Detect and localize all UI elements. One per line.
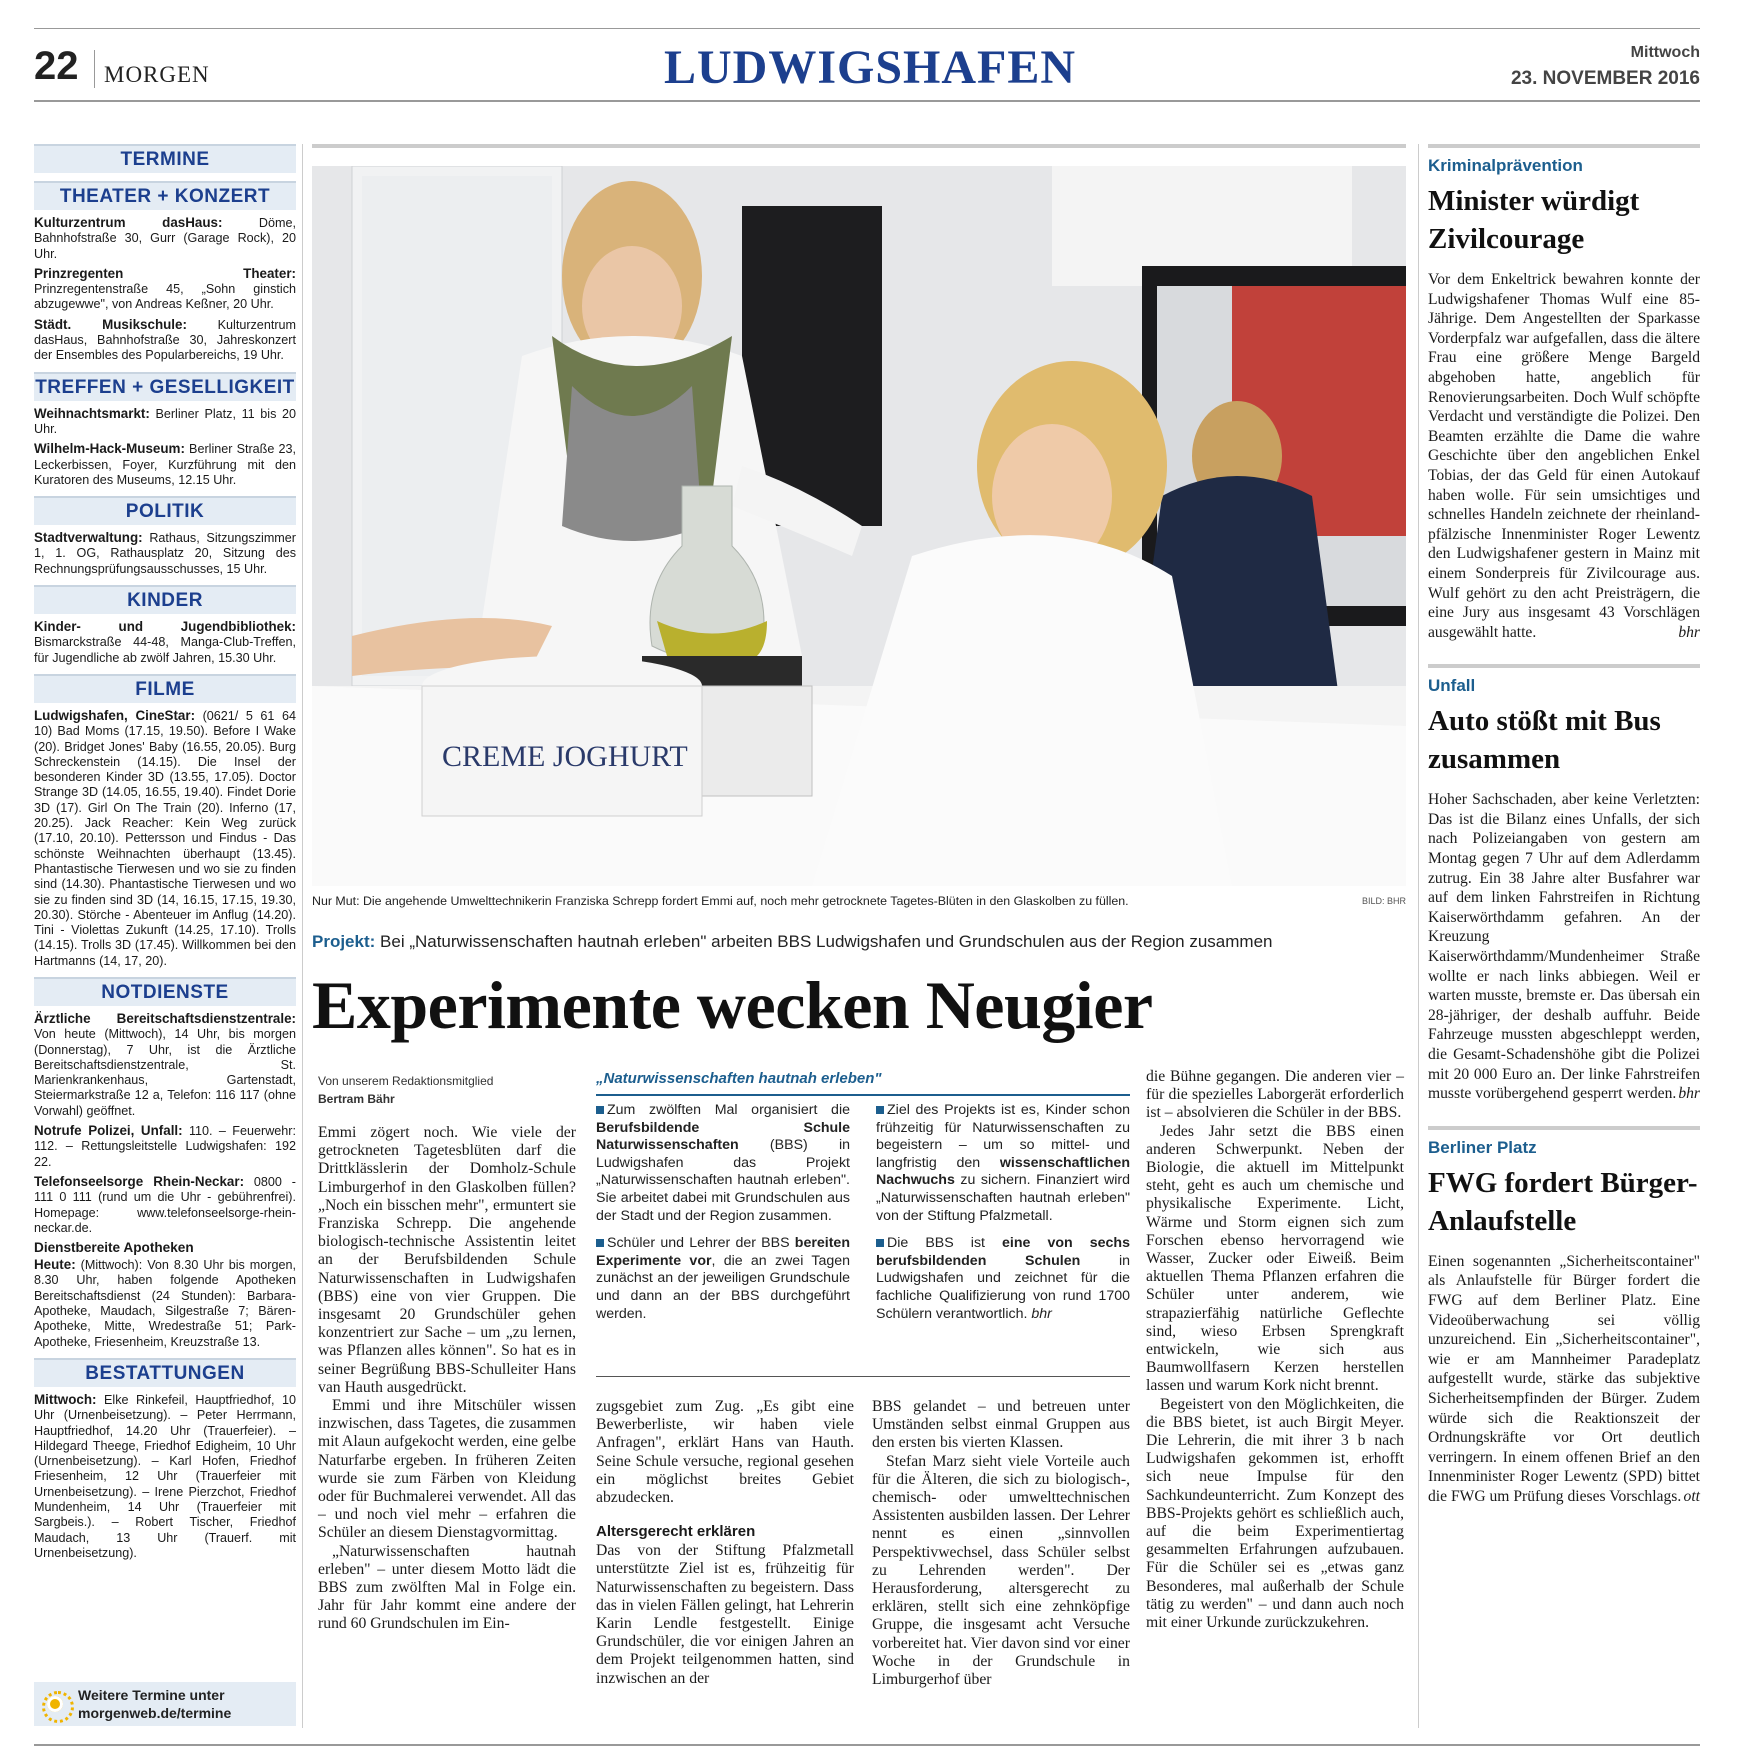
termine-section-head: KINDER: [34, 585, 296, 614]
termine-entry: [34, 215, 296, 262]
termine-section-head: NOTDIENSTE: [34, 977, 296, 1006]
brief-body-text: Einen sogenannten „Sicherheitscontainer" als Anlaufstelle für Bürger fordert die FWG auf dem Berliner Platz. Eine Videoüberwachung sei völlig unzureichend. Ein „Sicherheitscontainer", wie er am Mannheimer Paradeplatz aufgestellt wurde, stärke das subjektive Sicherheitsempfinden der Bürger. Zudem würde sich die Reaktionszeit der Ordnungskräfte vor Ort deutlich verringern. In einem offenen Brief an den Innenminister Roger Lewentz (SPD) bittet die FWG um Prüfung dieses Vorschlags.: [1428, 1252, 1700, 1505]
termine-entry-name: Kulturzentrum dasHaus:: [34, 215, 223, 230]
termine-entry-name: Stadtverwaltung:: [34, 530, 143, 546]
termine-entry-text: Kulturzentrum dasHaus, Bahnhofstraße 30, Jahreskonzert der Ensembles des Popularbereichs, 19 Uhr.: [34, 317, 296, 363]
brief-top-rule: [1428, 1126, 1700, 1130]
termine-entry-text: (0621/ 5 61 64 10) Bad Moms (17.15, 19.50). Before I Wake (20). Bridget Jones' Baby (16.55, 20.05). Burg Schreckenstein (14.15). Die Insel der besonderen Kinder 3D (13.55, 17.05). Doctor Strange 3D (14.05, 16.55, 19.40). Findet Dorie 3D (17). Girl On The Train (20). Inferno (17, 20.25). Jack Reacher: Kein Weg zurück (17.10, 20.10). Pettersson und Findus - Das schönste Weihnachten überhaupt (13.45). Phantastische Tierwesen und wo sie zu finden sind (14.30). Phantastische Tierwesen und wo sie zu finden sind 3D (14, 16.15, 17.15, 19.30, 20.30). Störche - Abenteuer im Anflug (14.20). Tini - Violettas Zukunft (14.25, 17.10). Trolls (14.15). Trolls 3D (17.45). Willkommen bei den Hartmanns (14, 17, 20).: [34, 708, 296, 968]
lead-column-1: [318, 1124, 576, 1634]
termine-entry: [34, 1392, 296, 1561]
lead-column-4: [1146, 1068, 1404, 1632]
termine-entry-name: Notrufe Polizei, Unfall:: [34, 1123, 183, 1139]
termine-entry: [34, 406, 296, 438]
termine-entry-name: Heute:: [34, 1257, 76, 1273]
lead-column-3: [872, 1398, 1130, 1689]
bullet-square-icon: [876, 1239, 884, 1247]
info-box-left: [596, 1102, 850, 1333]
termine-entry-text: 0800 - 111 0 111 (rund um die Uhr - gebührenfrei). Homepage: www.telefonseelsorge-rhein-neckar.de.: [34, 1174, 296, 1235]
termine-section-head: BESTATTUNGEN: [34, 1358, 296, 1387]
termine-entry-name: Ludwigshafen, CineStar:: [34, 707, 196, 723]
termine-entry-text: 110. – Feuerwehr: 112. – Rettungsleitstelle Ludwigshafen: 192 22.: [34, 1124, 296, 1169]
section-title: LUDWIGSHAFEN: [663, 41, 1077, 94]
info-box-text: Schüler und Lehrer der BBS: [607, 1235, 795, 1252]
photo-credit: BILD: BHR: [1361, 896, 1406, 906]
author-signature: bhr: [1031, 1305, 1052, 1322]
bullet-square-icon: [596, 1106, 604, 1114]
info-box-bold: eine von sechs berufsbildenden Schulen: [876, 1235, 1130, 1269]
brief-body: [1428, 1252, 1700, 1507]
termine-entry-text: Berliner Straße 23, Leckerbissen, Foyer, Kurzführung mit den Kuratoren des Museums, 12.15 Uhr.: [34, 442, 296, 487]
termine-section-head: THEATER + KONZERT: [34, 181, 296, 210]
bottom-rule: [34, 1744, 1700, 1746]
lab-scene-image: [312, 166, 1406, 886]
lead-column-2: [596, 1398, 854, 1688]
brief-headline: Minister würdigt Zivilcourage: [1428, 185, 1640, 255]
article-paragraph: Emmi und ihre Mitschüler wissen inzwischen, dass Tagetes, die zusammen mit Alaun aufgekocht werden, eine gelbe Naturfarbe ergeben. In früheren Zeiten wurde sie zum Färben von Kleidung oder für Buchmalerei verwendet. All das – und noch viel mehr – erfahren die Schüler an diesem Dienstagvormittag.: [318, 1397, 576, 1542]
brief-body-text: Hoher Sachschaden, aber keine Verletzten: Das ist die Bilanz eines Unfalls, der sich nach Polizeiangaben von gestern am Montag gegen 7 Uhr auf dem Adlerdamm zutrug. Ein 38 Jahre alter Busfahrer war auf dem linken Fahrstreifen in Richtung Kaiserwörthdamm gefahren. An der Kreuzung Kaiserwörthdamm/Mundenheimer Straße wollte er nach links abbiegen. Weil er warten musste, bremste er. Das übersah ein 28-jähriger, der deshalb auffuhr. Beide Fahrzeuge mussten abgeschleppt werden, die Gesamt-Schadenshöhe gibt die Polizei mit 20 000 Euro an. Der linke Fahrstreifen musste vorübergehend gesperrt werden.: [1428, 791, 1700, 1103]
brief-body-text: Vor dem Enkeltrick bewahren konnte der Ludwigshafener Thomas Wulf eine 85-Jährige. Dem Angestellten der Sparkasse Vorderpfalz war aufgefallen, dass die ältere Frau eine größere Menge Bargeld abgehoben hatte, angeblich für Renovierungsarbeiten. Doch Wulf schöpfte Verdacht und verständigte die Polizei. Den Beamten erzählte die Dame die wahre Geschichte über den angeblichen Enkel Tobias, der das Geld für einen Autokauf haben wolle. Für sein umsichtiges und schnelles Handeln zeichnete der rheinland-pfälzische Innenminister Roger Lewentz den Ludwigshafener gestern in Mainz mit einem Sonderpreis für Zivilcourage aus. Wulf gehört zu den acht Preisträgern, die eine Jury aus insgesamt 43 Vorschlägen ausgewählt hatte.: [1428, 271, 1700, 641]
info-box-paragraph: [596, 1235, 850, 1323]
bullet-square-icon: [596, 1239, 604, 1247]
masthead-rule: [34, 100, 1700, 102]
article-paragraph: zugsgebiet zum Zug. „Es gibt eine Bewerberliste, wir haben viele Anfragen", erklärt Hans van Hauth. Seine Schule versuche, regional gesehen ein möglichst breites Gebiet abzudecken.: [596, 1398, 854, 1507]
briefs-column: [1428, 144, 1700, 1507]
article-paragraph: Emmi zögert noch. Wie viele der getrockneten Tagetesblüten darf die Drittklässlerin der Domholz-Schule Limburgerhof in den Glaskolben füllen? „Noch ein bisschen mehr", ermuntert sie Franziska Schrepp. Die angehende biologisch-technische Assistentin leitet an der Berufsbildenden Schule Naturwissenschaften in Ludwigshafen (BBS) eine von vier Gruppen. Die insgesamt 20 Grundschüler gehen konzentriert zur Sache – um „zu lernen, was Pflanzen alles können". So hat es in seiner Begrüßung BBS-Schulleiter Hans van Hauth ausgedrückt.: [318, 1124, 576, 1396]
lead-photo: [312, 166, 1406, 886]
termine-entry: [34, 266, 296, 313]
brief-body: [1428, 790, 1700, 1104]
more-events-box[interactable]: [34, 1682, 296, 1726]
brief-headline: FWG fordert Bürger-Anlaufstelle: [1428, 1166, 1698, 1237]
info-box-right: [876, 1102, 1130, 1333]
info-box-text: (BBS) in Ludwigshafen das Projekt „Naturwissenschaften hautnah erleben". Sie arbeitet dabei mit Grundschulen aus der Stadt und der Region zusammen.: [596, 1137, 850, 1224]
brief-kicker: Unfall: [1428, 676, 1476, 696]
brief-article: [1428, 1126, 1700, 1507]
termine-entry-name: Wilhelm-Hack-Museum:: [34, 441, 185, 457]
termine-entry-text: (Mittwoch): Von 8.30 Uhr bis morgen, 8.30 Uhr, haben folgende Apotheken Bereitschaftsdienst (24 Stunden): Barbara-Apotheke, Maudach, Silgestraße 7; Bären-Apotheke, Mitte, Wredestraße 51; Park-Apotheke, Friesenheim, Kreuzstraße 13.: [34, 1258, 296, 1349]
termine-entry-text: Von heute (Mittwoch), 14 Uhr, bis morgen (Donnerstag), 7 Uhr, ist die Ärztliche Bereitschaftsdienstzentrale, St. Marienkrankenhaus, Gartenstadt, Steiermarkstraße 12 a, Telefon: 116 117 (ohne Vorwahl) geöffnet.: [34, 1027, 296, 1118]
termine-section-head: FILME: [34, 674, 296, 703]
info-box-paragraph: [596, 1102, 850, 1225]
kicker-text: Bei „Naturwissenschaften hautnah erleben" arbeiten BBS Ludwigshafen und Grundschulen aus der Region zusammen: [375, 932, 1273, 951]
byline-author: Bertram Bähr: [318, 1092, 395, 1106]
brief-top-rule: [1428, 664, 1700, 668]
author-signature: bhr: [1678, 623, 1700, 641]
article-subhead: Altersgerecht erklären: [596, 1523, 756, 1541]
bullet-square-icon: [876, 1106, 884, 1114]
article-paragraph: Das von der Stiftung Pfalzmetall unterstützte Ziel ist es, frühzeitig für Naturwissenschaften zu begeistern. Dass das in vielen Fällen gelingt, hat Lehrerin Karin Lendle festgestellt. Einige Grundschüler, die vor einigen Jahren an dem Projekt teilgenommen hatten, sind inzwischen an der: [596, 1542, 854, 1687]
paper-name: MORGEN: [104, 62, 210, 87]
top-rule: [34, 28, 1700, 29]
info-box-bold: bereiten Experimente vor: [596, 1235, 850, 1269]
info-box-text: in Ludwigshafen und zeichnet für die fachliche Qualifizierung von rund 1700 Schülern verantwortlich.: [876, 1252, 1130, 1322]
info-box-text: , die an zwei Tagen zunächst an der jeweiligen Grundschule und dann an der BBS durchgeführt werden.: [596, 1252, 851, 1322]
info-box-text: Ziel des Projekts ist es, Kinder schon frühzeitig für Naturwissenschaften zu begeistern – um so mittel- und langfristig den: [876, 1102, 1130, 1171]
info-box-bold: Berufsbildende Schule Naturwissenschaften: [596, 1119, 850, 1154]
article-paragraph: Begeistert von den Möglichkeiten, die die BBS bietet, ist auch Birgit Meyer. Die Lehrerin, die mit ihrer 3 b nach Ludwigshafen gekommen ist, erhofft sich neue Impulse für den Sachkundeunterricht. Zum Konzept des BBS-Projekts gehört es schließlich auch, auf die beim Experimentiertag gesammelten Erfahrungen aufzubauen. Für die Schüler sei es „etwas ganz Besonderes, mal außerhalb der Schule tätig zu werden" – und dann auch noch mit einer Urkunde zurückzukehren.: [1146, 1395, 1404, 1632]
termine-entry-text: Prinzregentenstraße 45, „Sohn ginstich abzugewwe", von Andreas Keßner, 20 Uhr.: [34, 282, 296, 312]
termine-entry-text: Rathaus, Sitzungszimmer 1, 1. OG, Rathausplatz 20, Sitzung des Rechnungsprüfungsausschusses, 15 Uhr.: [34, 531, 296, 576]
brief-kicker: Kriminalprävention: [1428, 156, 1583, 175]
info-box-paragraph: [876, 1235, 1130, 1323]
info-box-paragraph: [876, 1102, 1130, 1225]
termine-entry: [34, 708, 296, 969]
termine-entry: [34, 1011, 296, 1119]
article-paragraph: „Naturwissenschaften hautnah erleben" – unter diesem Motto lädt die BBS zum zwölften Mal in Folge ein. Jahr für Jahr kommt eine andere der rund 60 Grundschulen im Ein-: [318, 1542, 576, 1633]
termine-column: [34, 144, 296, 1728]
termine-entry-name: Ärztliche Bereitschaftsdienstzentrale:: [34, 1010, 296, 1026]
byline-intro: Von unserem Redaktionsmitglied: [318, 1074, 494, 1088]
issue-date: 23. NOVEMBER 2016: [1510, 68, 1700, 89]
issue-weekday: Mittwoch: [1630, 44, 1700, 61]
termine-entry-text: Berliner Platz, 11 bis 20 Uhr.: [34, 406, 296, 436]
termine-entry-text: Bismarckstraße 44-48, Manga-Club-Treffen, für Jugendliche ab zwölf Jahren, 15.30 Uhr.: [34, 635, 296, 665]
termine-entry: [34, 317, 296, 364]
more-events-text[interactable]: Weitere Termine unter morgenweb.de/termine: [78, 1687, 232, 1721]
termine-entry: [34, 441, 296, 488]
article-paragraph: Stefan Marz sieht viele Vorteile auch für die Älteren, die sich zu biologisch-, chemisch- oder umwelttechnischen Assistenten ausbilden lassen. Der Lehrer nennt es einen „sinnvollen Perspektivwechsel, dass Schüler selbst zu Lehrenden werden". Der Herausforderung, altersgerecht zu erklären, stellt sich eine zehnköpfige Gruppe, die insgesamt acht Versuche vorbereitet hat. Vier davon sind vor einer Woche in der Grundschule in Limburgerhof über: [872, 1452, 1130, 1689]
photo-caption: Nur Mut: Die angehende Umwelttechnikerin Franziska Schrepp fordert Emmi auf, noch mehr getrocknete Tagetes-Blüten in den Glaskolben zu füllen.: [312, 894, 1129, 908]
page-number: 22: [34, 44, 79, 88]
termine-entry-name: Kinder- und Jugendbibliothek:: [34, 619, 296, 635]
article-paragraph: Jedes Jahr setzt die BBS einen anderen Schwerpunkt. Neben der Biologie, die aktuell im Mittelpunkt steht, geht es auch um chemische und physikalische Experimente. Licht, Wärme und Storm eignen sich zum Forschen ebenso hervorragend wie Wasser, Zucker oder Eiweiß. Beim aktuellen Thema Pflanzen erfahren die Schüler unter anderem, wie strapazierfähig natürliche Geflechte sind, wieso Erbsen Sprengkraft entwickeln, wie sich aus Baumwollfasern Kerzen herstellen lassen und warum Kork nicht brennt.: [1146, 1122, 1404, 1395]
author-signature: bhr: [1678, 1085, 1700, 1103]
termine-entry: [34, 530, 296, 577]
termine-entry-name: Telefonseelsorge Rhein-Neckar:: [34, 1173, 245, 1189]
info-box-text: zu sichern. Finanziert wird „Naturwissenschaften hautnah erleben" von der Stiftung Pfalzmetall.: [876, 1172, 1130, 1224]
sun-icon: [42, 1691, 68, 1717]
termine-entry-text: Döme, Bahnhofstraße 30, Gurr (Garage Rock), 20 Uhr.: [34, 216, 296, 261]
termine-entry: [34, 619, 296, 666]
brief-kicker: Berliner Platz: [1428, 1137, 1537, 1157]
termine-entry: [34, 1123, 296, 1170]
column-rule-right: [1418, 144, 1419, 1728]
termine-entry-name: Städt. Musikschule:: [34, 316, 187, 332]
info-box-text: Zum zwölften Mal organisiert die: [607, 1102, 850, 1118]
brief-article: [1428, 144, 1700, 642]
termine-entry-text: Elke Rinkefeil, Hauptfriedhof, 10 Uhr (Urnenbeisetzung). – Peter Herrmann, Hauptfriedhof, 14.20 Uhr (Trauerfeier). – Hildegard Theege, Friedhof Edigheim, 10 Uhr (Urnenbeisetzung). – Karl Hofen, Friedhof Friesenheim, 12 Uhr (Trauerfeier mit Urnenbeisetzung). – Irene Pierzchot, Friedhof Mundenheim, 14 Uhr (Trauerfeier mit Sargbeis.). – Robert Tischer, Friedhof Maudach, 13 Uhr (Trauerf. mit Urnenbeisetzung).: [34, 1392, 296, 1560]
lead-top-rule: [312, 144, 1406, 148]
info-box-bold: wissenschaftlichen Nachwuchs: [876, 1154, 1130, 1189]
info-box-text: Die BBS ist: [887, 1235, 1003, 1252]
info-box: [596, 1062, 1130, 1378]
article-paragraph: BBS gelandet – und betreuen unter Umständen selbst einmal Gruppen aus den ersten bis vierten Klassen.: [872, 1398, 1130, 1452]
termine-subhead: Dienstbereite Apotheken: [34, 1240, 194, 1256]
termine-section-head: POLITIK: [34, 496, 296, 525]
lead-headline: Experimente wecken Neugier: [312, 967, 1153, 1043]
article-paragraph: die Bühne gegangen. Die anderen vier – für die spezielles Laborgerät erforderlich ist – absolvieren die Schüler in der BBS.: [1146, 1068, 1404, 1122]
termine-entry-name: Mittwoch:: [34, 1391, 97, 1407]
termine-entry-name: Weihnachtsmarkt:: [34, 405, 150, 421]
termine-entry: [34, 1257, 296, 1350]
info-box-bottom-rule: [596, 1376, 1130, 1377]
brief-headline: Auto stößt mit Bus zusammen: [1428, 705, 1661, 776]
termine-title: TERMINE: [34, 144, 296, 173]
termine-section-head: TREFFEN + GESELLIGKEIT: [34, 372, 296, 401]
column-rule-left: [302, 144, 303, 1728]
brief-body: [1428, 270, 1700, 642]
termine-entry: [34, 1174, 296, 1236]
brief-article: [1428, 664, 1700, 1104]
kicker-label: Projekt:: [312, 932, 376, 951]
author-signature: ott: [1683, 1487, 1700, 1505]
lead-kicker: [312, 932, 1273, 952]
info-box-rule: [596, 1094, 1130, 1096]
jar-label: CREME JOGHURT: [442, 740, 688, 773]
termine-entry-name: Prinzregenten Theater:: [34, 265, 296, 281]
brief-top-rule: [1428, 144, 1700, 148]
info-box-title: „Naturwissenschaften hautnah erleben": [596, 1070, 882, 1087]
